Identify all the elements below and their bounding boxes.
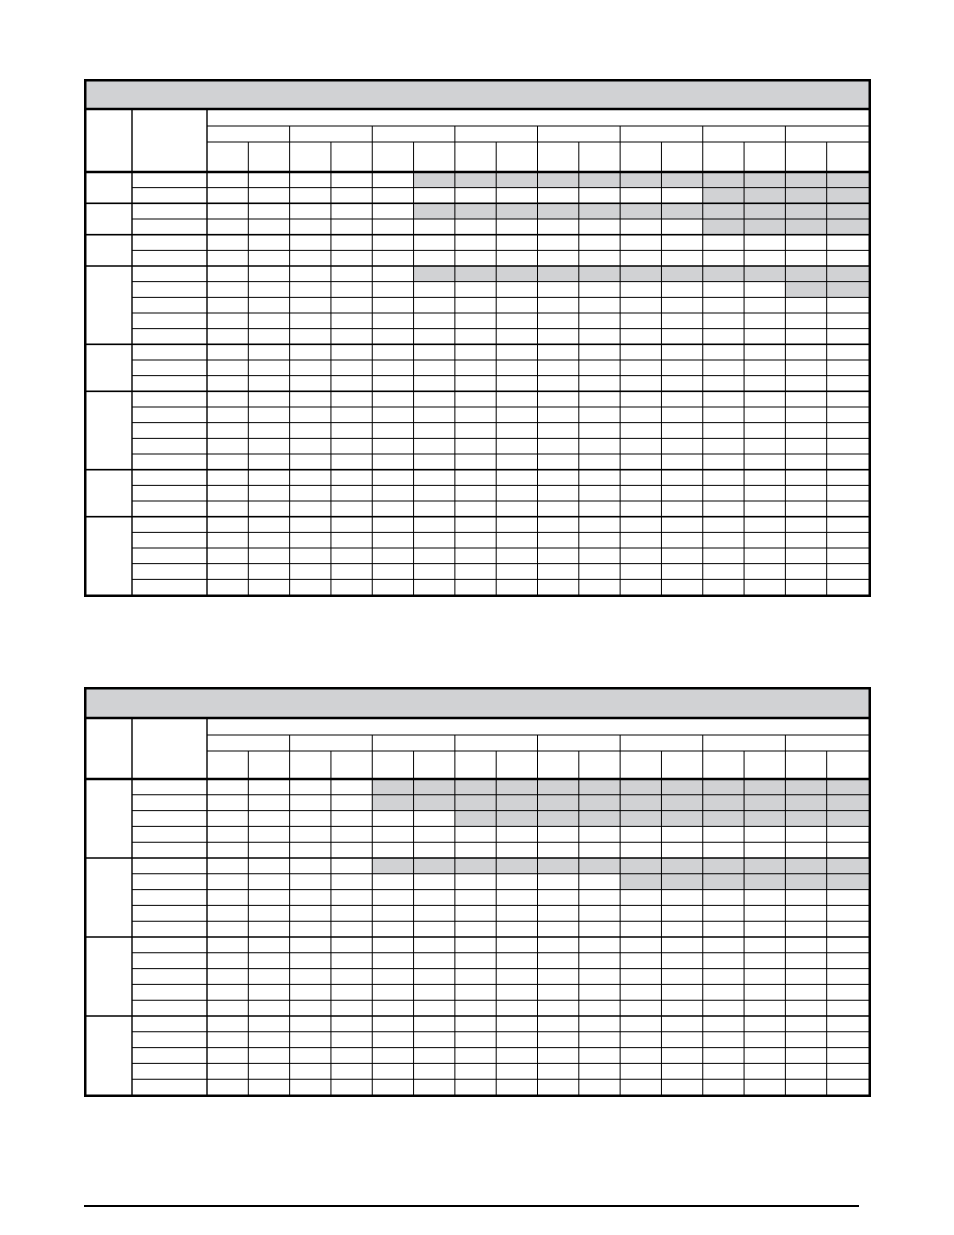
table-title-bar xyxy=(84,687,871,718)
table-border xyxy=(85,80,870,596)
table-border xyxy=(85,688,870,1096)
shaded-cell-band xyxy=(414,172,703,188)
shaded-cell-band xyxy=(414,203,703,219)
data-table-1 xyxy=(84,79,871,597)
shaded-cell-band xyxy=(414,266,868,282)
data-table-2 xyxy=(84,687,871,1097)
footer-rule xyxy=(84,1205,859,1207)
table-title-bar xyxy=(84,79,871,109)
